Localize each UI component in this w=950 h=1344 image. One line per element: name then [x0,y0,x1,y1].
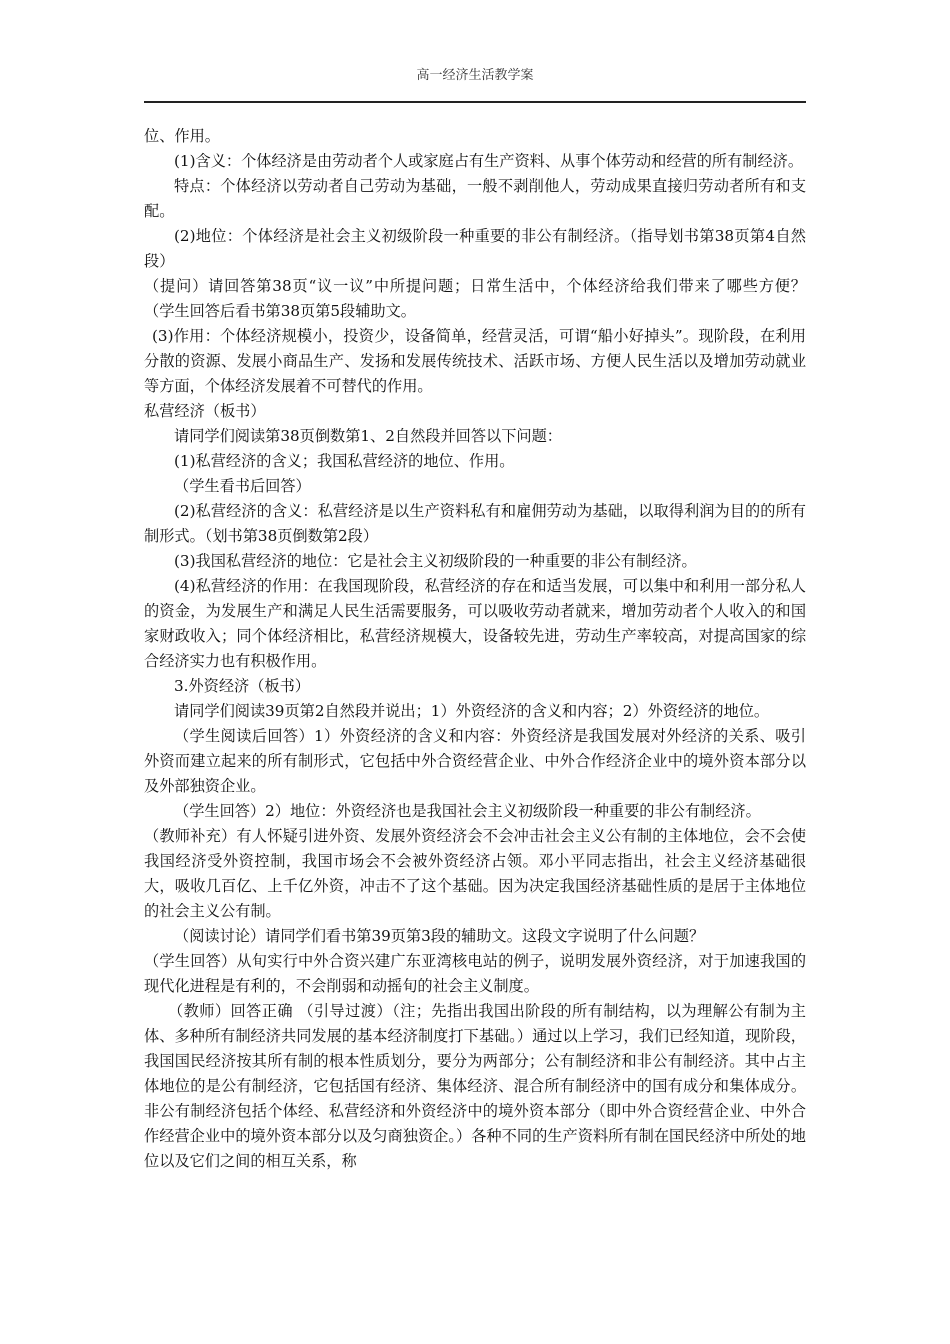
paragraph: （教师）回答正确 （引导过渡）（注；先指出我国出阶段的所有制结构，以为理解公有制为主体、多种所有制经济共同发展的基本经济制度打下基础。）通过以上学习，我们已经知道，现阶段，我国国民经济按其所有制的根本性质划分，要分为两部分；公有制经济和非公有制经济。其中占主体地位的是公有制经济，它包括国有经济、集体经济、混合所有制经济中的国有成分和集体成分。非公有制经济包括个体经、私营经济和外资经济中的境外资本部分（即中外合资经营企业、中外合作经营企业中的境外资本部分以及匀商独资企。）各种不同的生产资料所有制在国民经济中所处的地位以及它们之间的相互关系，称 [144,1002,806,1170]
paragraph: (1)私营经济的含义；我国私营经济的地位、作用。 [174,452,515,470]
paragraph: 请同学们阅读39页第2自然段并说出；1）外资经济的含义和内容；2）外资经济的地位。 [174,702,770,720]
paragraph: (1)含义：个体经济是由劳动者个人或家庭占有生产资料、从事个体劳动和经营的所有制经济。 [174,152,804,170]
page-header-title: 高一经济生活教学案 [416,68,534,83]
paragraph: （提问）请回答第38页“议一议”中所提问题；日常生活中，个体经济给我们带来了哪些方便？ （学生回答后看书第38页第5段辅助文。 [144,277,806,320]
paragraph: 位、作用。 [144,127,220,145]
paragraph: (4)私营经济的作用：在我国现阶段，私营经济的存在和适当发展，可以集中和利用一部分私人的资金，为发展生产和满足人民生活需要服务，可以吸收劳动者就来，增加劳动者个人收入的和国家财政收入；同个体经济相比，私营经济规模大，设备较先进，劳动生产率较高，对提高国家的综合经济实力也有积极作用。 [144,577,806,670]
paragraph: (2)私营经济的含义：私营经济是以生产资料私有和雇佣劳动为基础，以取得利润为目的的所有制形式。（划书第38页倒数第2段） [144,502,806,545]
paragraph: （学生看书后回答） [174,477,311,495]
paragraph: 特点：个体经济以劳动者自己劳动为基础，一般不剥削他人，劳动成果直接归劳动者所有和支配。 [144,177,806,220]
document-body [144,124,806,1174]
paragraph: (3)作用：个体经济规模小，投资少，设备简单，经营灵活，可谓“船小好掉头”。现阶段，在利用分散的资源、发展小商品生产、发扬和发展传统技术、活跃市场、方便人民生活以及增加劳动就业等方面，个体经济发展着不可替代的作用。 [144,327,806,395]
paragraph: 3.外资经济（板书） [174,677,310,695]
header-divider [144,101,806,103]
paragraph: （学生回答）从旬实行中外合资兴建广东亚湾核电站的例子，说明发展外资经济，对于加速我国的现代化进程是有利的，不会削弱和动摇旬的社会主义制度。 [144,952,806,995]
paragraph: （学生回答）2）地位：外资经济也是我国社会主义初级阶段一种重要的非公有制经济。 [174,802,761,820]
paragraph: 请同学们阅读第38页倒数第1、2自然段并回答以下问题： [174,427,562,445]
paragraph: (3)我国私营经济的地位：它是社会主义初级阶段的一种重要的非公有制经济。 [174,552,697,570]
paragraph: (2)地位：个体经济是社会主义初级阶段一种重要的非公有制经济。（指导划书第38页第4自然段） [144,227,806,270]
paragraph: 私营经济（板书） [144,402,266,420]
paragraph: （阅读讨论）请同学们看书第39页第3段的辅助文。这段文字说明了什么问题？ [174,927,705,945]
paragraph: （教师补充）有人怀疑引进外资、发展外资经济会不会冲击社会主义公有制的主体地位，会不会使我国经济受外资控制，我国市场会不会被外资经济占领。邓小平同志指出，社会主义经济基础很大，吸收几百亿、上千亿外资，冲击不了这个基础。因为决定我国经济基础性质的是居于主体地位的社会主义公有制。 [144,827,806,920]
paragraph: （学生阅读后回答）1）外资经济的含义和内容：外资经济是我国发展对外经济的关系、吸引外资而建立起来的所有制形式，它包括中外合资经营企业、中外合作经济企业中的境外资本部分以及外部独资企业。 [144,727,806,795]
